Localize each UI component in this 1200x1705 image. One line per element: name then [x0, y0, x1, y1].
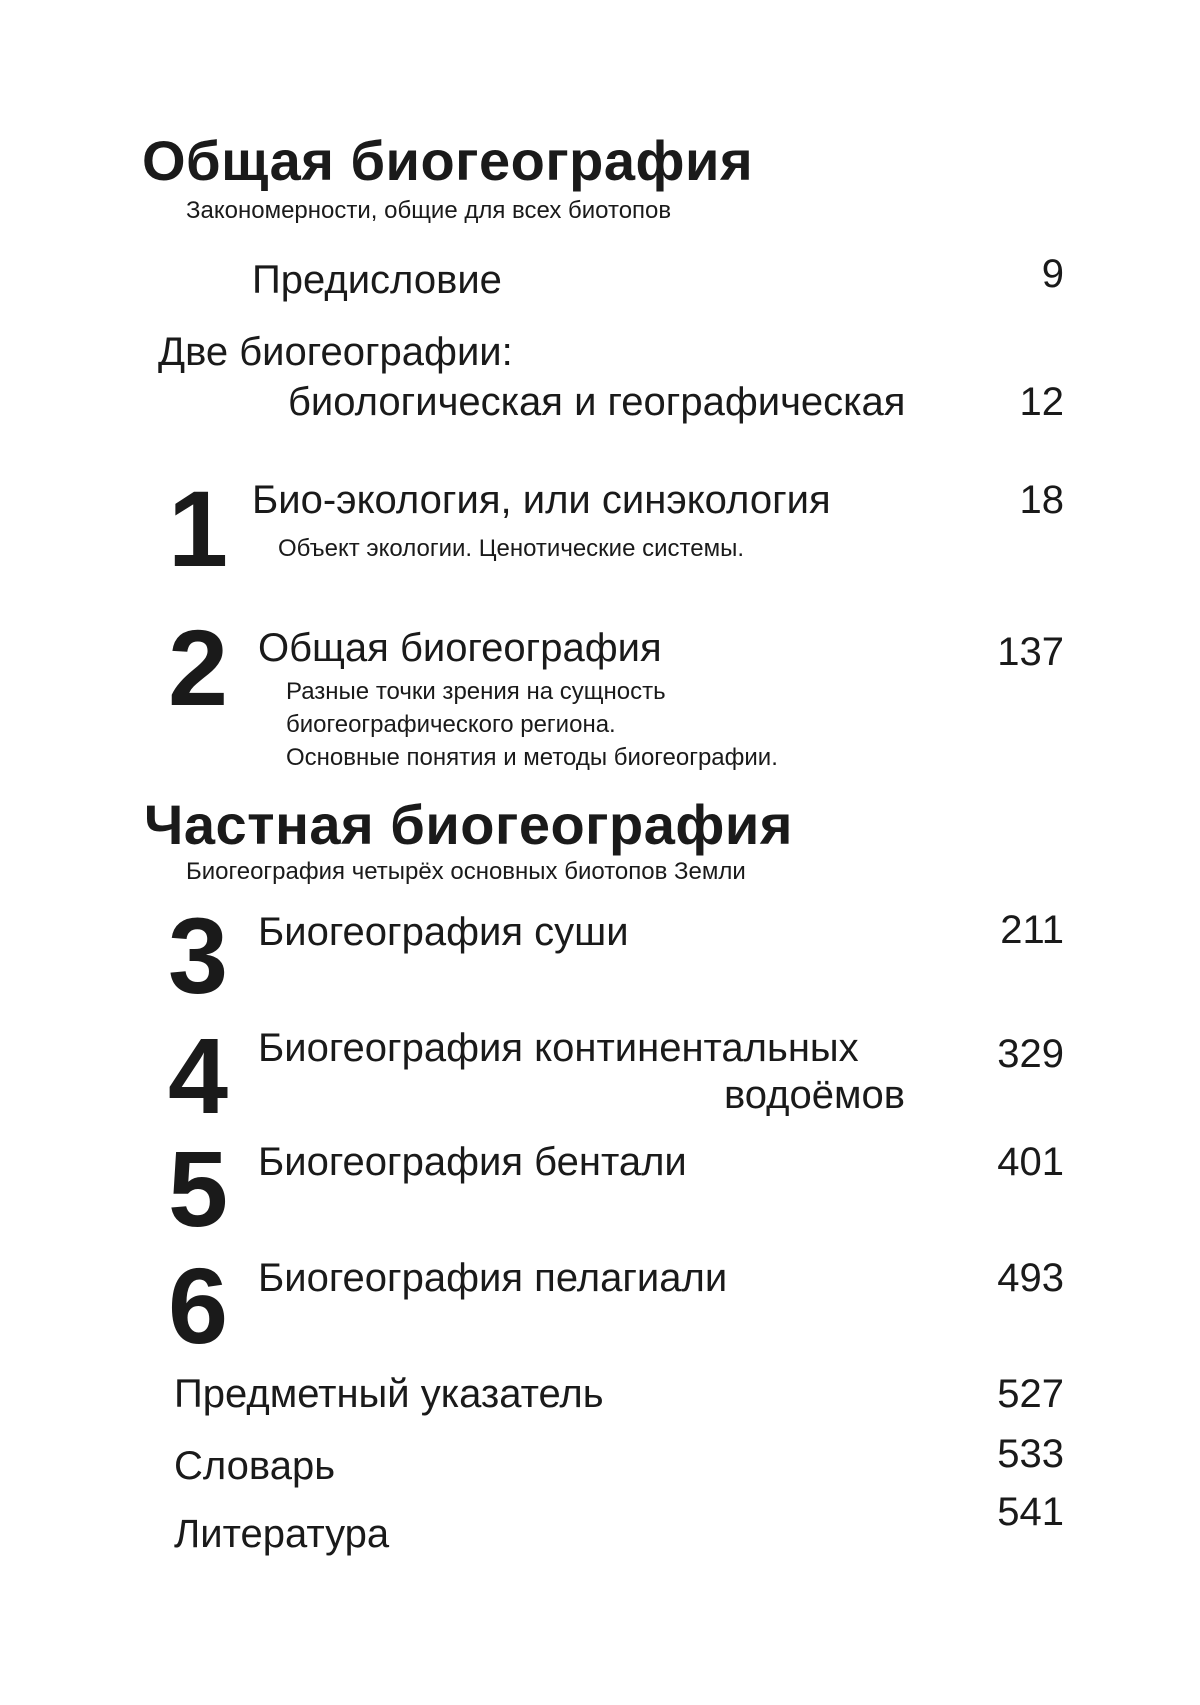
- page-number-chapter-6: 493: [997, 1256, 1064, 1300]
- chapter-title-3[interactable]: Биогеография суши: [258, 910, 629, 954]
- chapter-desc-2-line2: биогеографического региона.: [286, 711, 616, 738]
- chapter-number-5: 5: [168, 1128, 229, 1249]
- chapter-title-6[interactable]: Биогеография пелагиали: [258, 1256, 728, 1300]
- chapter-number-4: 4: [168, 1015, 229, 1136]
- chapter-title-1[interactable]: Био-экология, или синэкология: [252, 478, 831, 522]
- page-number-chapter-5: 401: [997, 1140, 1064, 1184]
- toc-entry-literature[interactable]: Литература: [174, 1512, 390, 1556]
- page-number-two-biogeographies: 12: [1019, 380, 1064, 424]
- page-number-glossary: 533: [997, 1432, 1064, 1476]
- toc-entry-glossary[interactable]: Словарь: [174, 1444, 336, 1488]
- chapter-number-2: 2: [168, 607, 229, 728]
- chapter-desc-2-line3: Основные понятия и методы биогеографии.: [286, 744, 778, 771]
- chapter-desc-1: Объект экологии. Ценотические системы.: [278, 535, 744, 562]
- toc-entry-preface[interactable]: Предисловие: [252, 258, 502, 302]
- chapter-title-2[interactable]: Общая биогеография: [258, 626, 662, 670]
- chapter-desc-2-line1: Разные точки зрения на сущность: [286, 678, 666, 705]
- toc-entry-subject-index[interactable]: Предметный указатель: [174, 1372, 604, 1416]
- section-title-particular: Частная биогеография: [144, 793, 793, 856]
- page-number-subject-index: 527: [997, 1372, 1064, 1416]
- chapter-title-4-line2[interactable]: водоёмов: [724, 1073, 905, 1117]
- page-number-chapter-1: 18: [1019, 478, 1064, 522]
- toc-entry-two-biogeographies-line2[interactable]: биологическая и географическая: [288, 380, 906, 424]
- page-number-chapter-3: 211: [1000, 908, 1064, 952]
- page-number-chapter-2: 137: [997, 630, 1064, 674]
- chapter-number-6: 6: [168, 1245, 229, 1366]
- chapter-number-1: 1: [168, 468, 229, 589]
- chapter-title-4-line1[interactable]: Биогеография континентальных: [258, 1026, 859, 1070]
- chapter-title-5[interactable]: Биогеография бентали: [258, 1140, 687, 1184]
- page-number-chapter-4: 329: [997, 1032, 1064, 1076]
- page-number-literature: 541: [997, 1490, 1064, 1534]
- section-subtitle-particular: Биогеография четырёх основных биотопов Земли: [186, 858, 746, 885]
- page-number-preface: 9: [1041, 252, 1064, 296]
- section-subtitle-general: Закономерности, общие для всех биотопов: [186, 197, 672, 224]
- toc-entry-two-biogeographies-line1[interactable]: Две биогеографии:: [158, 330, 513, 374]
- chapter-number-3: 3: [168, 895, 229, 1016]
- section-title-general: Общая биогеография: [142, 129, 754, 192]
